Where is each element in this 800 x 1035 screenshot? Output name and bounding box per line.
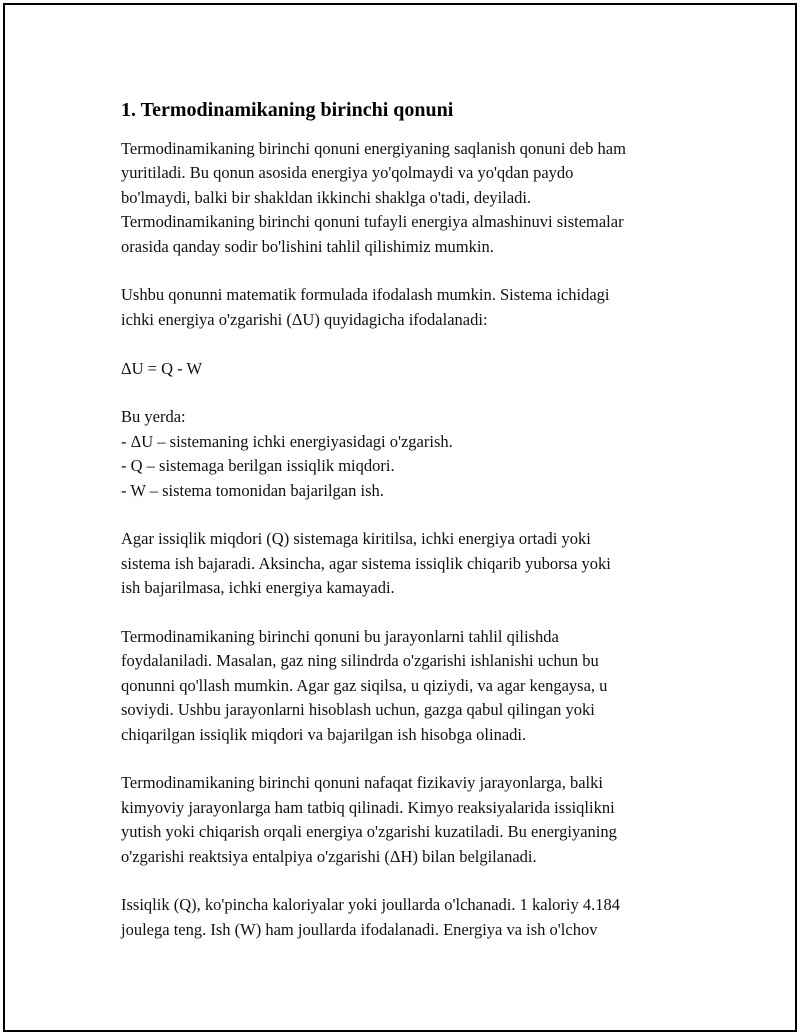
paragraph-units: Issiqlik (Q), ko'pincha kaloriyalar yoki joullarda o'lchanadi. 1 kaloriy 4.184 joulega teng. Ish (W) ham joullarda ifodalanadi. Energiya va ish o'lchov xyxy=(121,895,620,939)
page-frame xyxy=(3,3,797,1032)
paragraph-heat-effect: Agar issiqlik miqdori (Q) sistemaga kiritilsa, ichki energiya ortadi yoki sistema ish bajaradi. Aksincha, agar sistema issiqlik chiqarib yuborsa yoki ish bajarilmasa, ichki energiya kamayadi. xyxy=(121,529,611,598)
paragraph-gas-example: Termodinamikaning birinchi qonuni bu jarayonlarni tahlil qilishda foydalaniladi. Masalan, gaz ning silindrda o'zgarishi ishlanishi uchun bu qonunni qo'llash mumkin. Agar gaz siqilsa, u qiziydi, va agar kengaysa, u soviydi. Ushbu jarayonlarni hisoblash uchun, gazga qabul qilingan yoki chiqarilgan issiqlik miqdori va bajarilgan ish hisobga olinadi. xyxy=(121,627,608,744)
section-title: 1. Termodinamikaning birinchi qonuni xyxy=(121,99,454,121)
paragraph-definitions: Bu yerda: - ΔU – sistemaning ichki energiyasidagi o'zgarish. - Q – sistemaga berilgan issiqlik miqdori. - W – sistema tomonidan bajarilgan ish. xyxy=(121,407,453,500)
formula: ΔU = Q - W xyxy=(121,358,203,378)
paragraph-intro: Termodinamikaning birinchi qonuni energiyaning saqlanish qonuni deb ham yuritiladi. Bu qonun asosida energiya yo'qolmaydi va yo'qdan paydo bo'lmaydi, balki bir shakldan ikkinchi shaklga o'tadi, deyiladi. Termodinamikaning birinchi qonuni tufayli energiya almashinuvi sistemalar orasida qanday sodir bo'lishini tahlil qilishimiz mumkin. xyxy=(121,139,626,256)
document-body xyxy=(121,97,701,967)
paragraph-formula-intro: Ushbu qonunni matematik formulada ifodalash mumkin. Sistema ichidagi ichki energiya o'zgarishi (ΔU) quyidagicha ifodalanadi: xyxy=(121,285,610,329)
paragraph-chemistry: Termodinamikaning birinchi qonuni nafaqat fizikaviy jarayonlarga, balki kimyoviy jarayonlarga ham tatbiq qilinadi. Kimyo reaksiyalarida issiqlikni yutish yoki chiqarish orqali energiya o'zgarishi kuzatiladi. Bu energiyaning o'zgarishi reaktsiya entalpiya o'zgarishi (ΔH) bilan belgilanadi. xyxy=(121,773,617,866)
